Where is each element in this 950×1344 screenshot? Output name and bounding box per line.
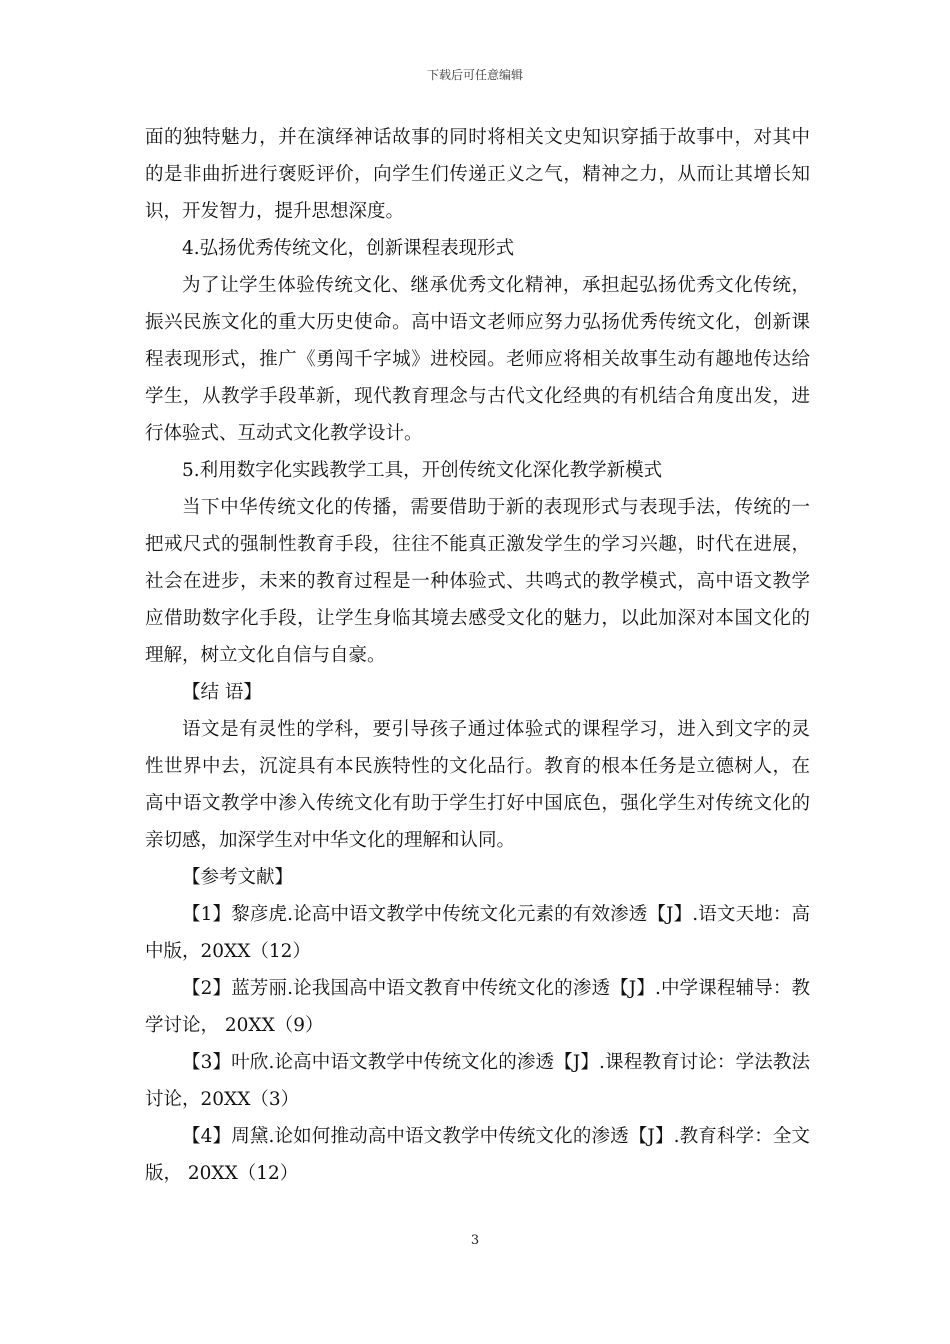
paragraph-continuation: 面的独特魅力，并在演绎神话故事的同时将相关文史知识穿插于故事中，对其中的是非曲折进行褒贬评价，向学生们传递正义之气，精神之力，从而让其增长知识，开发智力，提升思想深度。 xyxy=(145,127,810,222)
document-body xyxy=(145,119,810,1192)
reference-item-4: 【4】周黛.论如何推动高中语文教学中传统文化的渗透【J】.教育科学：全文版， 20XX（12） xyxy=(145,1126,810,1184)
page-number: 3 xyxy=(470,1233,480,1248)
references-heading: 【参考文献】 xyxy=(182,867,294,888)
section-heading-4: 4.弘扬优秀传统文化，创新课程表现形式 xyxy=(182,238,515,259)
reference-item-3: 【3】叶欣.论高中语文教学中传统文化的渗透【J】.课程教育讨论：学法教法讨论，20XX（3） xyxy=(145,1052,810,1110)
paragraph-section-5: 当下中华传统文化的传播，需要借助于新的表现形式与表现手法，传统的一把戒尺式的强制性教育手段，往往不能真正激发学生的学习兴趣，时代在进展，社会在进步，未来的教育过程是一种体验式、共鸣式的教学模式，高中语文教学应借助数字化手段，让学生身临其境去感受文化的魅力，以此加深对本国文化的理解，树立文化自信与自豪。 xyxy=(145,497,810,666)
reference-item-2: 【2】蓝芳丽.论我国高中语文教育中传统文化的渗透【J】.中学课程辅导：教学讨论， 20XX（9） xyxy=(145,978,810,1036)
page-header: 下载后可任意编辑 xyxy=(426,68,523,82)
conclusion-heading: 【结 语】 xyxy=(182,682,262,703)
section-heading-5: 5.利用数字化实践教学工具，开创传统文化深化教学新模式 xyxy=(182,460,663,481)
paragraph-conclusion: 语文是有灵性的学科，要引导孩子通过体验式的课程学习，进入到文字的灵性世界中去，沉淀具有本民族特性的文化品行。教育的根本任务是立德树人，在高中语文教学中渗入传统文化有助于学生打好中国底色，强化学生对传统文化的亲切感，加深学生对中华文化的理解和认同。 xyxy=(145,719,810,851)
reference-item-1: 【1】黎彦虎.论高中语文教学中传统文化元素的有效渗透【J】.语文天地：高中版，20XX（12） xyxy=(145,904,810,962)
paragraph-section-4: 为了让学生体验传统文化、继承优秀文化精神，承担起弘扬优秀文化传统，振兴民族文化的重大历史使命。高中语文老师应努力弘扬优秀传统文化，创新课程表现形式，推广《勇闯千字城》进校园。老师应将相关故事生动有趣地传达给学生，从教学手段革新，现代教育理念与古代文化经典的有机结合角度出发，进行体验式、互动式文化教学设计。 xyxy=(145,275,810,444)
